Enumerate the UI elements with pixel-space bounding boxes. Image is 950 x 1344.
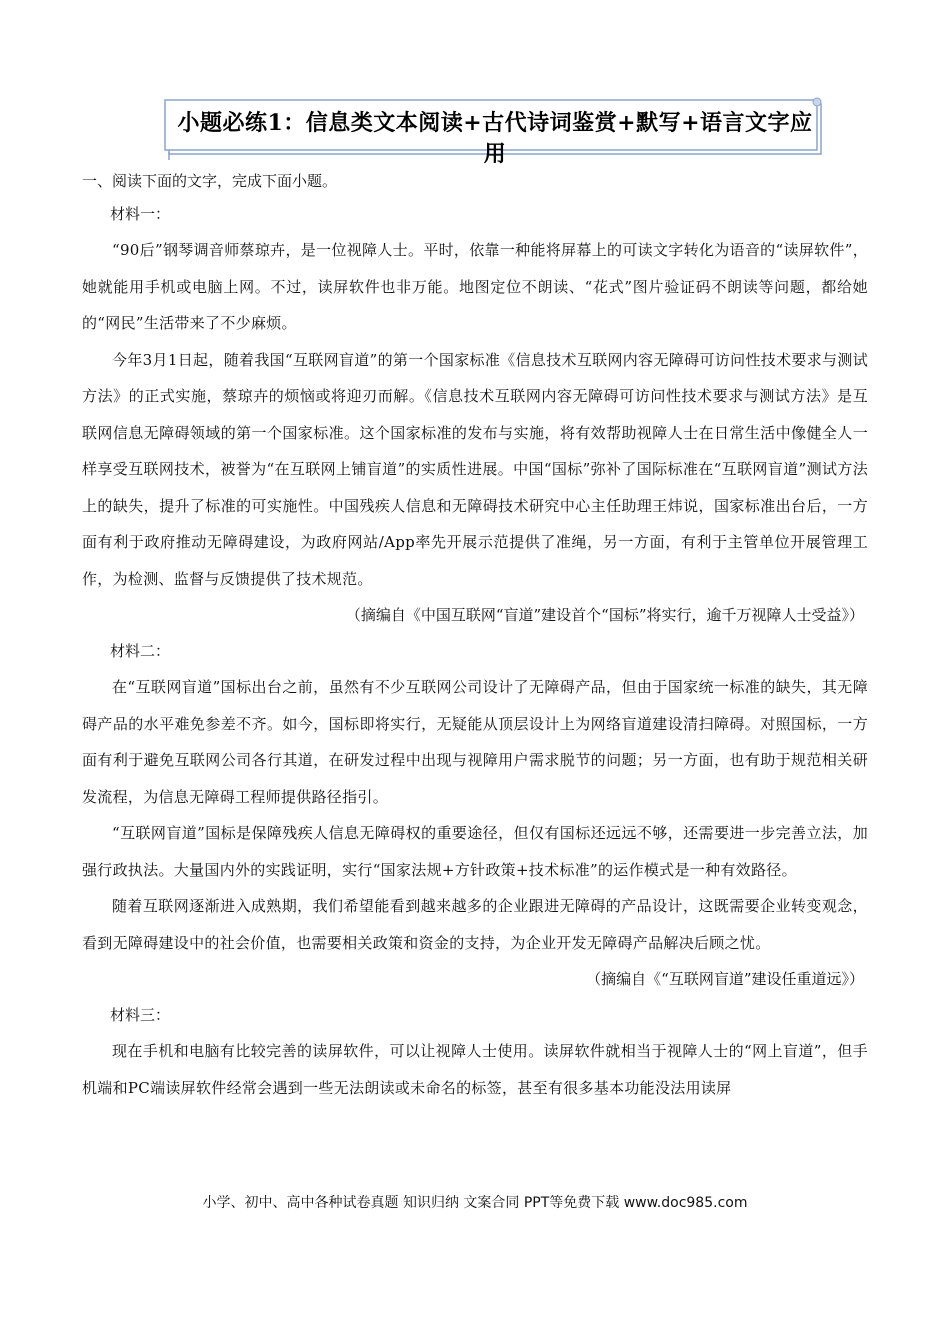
source-citation: （摘编自《“互联网盲道”建设任重道远》） (586, 970, 864, 988)
paragraph: 今年3月1日起，随着我国“互联网盲道”的第一个国家标准《信息技术互联网内容无障碍可访问性技术要求与测试方法》的正式实施，蔡琼卉的烦恼或将迎刃而解。《信息技术互联网内容无障碍可访问性技术要求与测试方法》是互联网信息无障碍领域的第一个国家标准。这个国家标准的发布与实施，将有效帮助视障人士在日常生活中像健全人一样享受互联网技术，被誉为“在互联网上铺盲道”的实质性进展。中国“国标”弥补了国际标准在“互联网盲道”测试方法上的缺失，提升了标准的可实施性。中国残疾人信息和无障碍技术研究中心主任助理王炜说，国家标准出台后，一方面有利于政府推动无障碍建设，为政府网站/App率先开展示范提供了准绳，另一方面，有利于主管单位开展管理工作，为检测、监督与反馈提供了技术规范。 (82, 350, 868, 588)
paragraph: 随着互联网逐渐进入成熟期，我们希望能看到越来越多的企业跟进无障碍的产品设计，这既需要企业转变观念，看到无障碍建设中的社会价值，也需要相关政策和资金的支持，为企业开发无障碍产品解决后顾之忧。 (82, 897, 868, 952)
page-title: 小题必练1：信息类文本阅读+古代诗词鉴赏+默写+语言文字应用 (177, 110, 813, 167)
material-label: 材料二： (110, 642, 171, 660)
paragraph: 在“互联网盲道”国标出台之前，虽然有不少互联网公司设计了无障碍产品，但由于国家统一标准的缺失，其无障碍产品的水平难免参差不齐。如今，国标即将实行，无疑能从顶层设计上为网络盲道建设清扫障碍。对照国标，一方面有利于避免互联网公司各行其道，在研发过程中出现与视障用户需求脱节的问题；另一方面，也有助于规范相关研发流程，为信息无障碍工程师提供路径指引。 (82, 678, 868, 806)
paragraph: “互联网盲道”国标是保障残疾人信息无障碍权的重要途径，但仅有国标还远远不够，还需要进一步完善立法，加强行政执法。大量国内外的实践证明，实行“国家法规+方针政策+技术标准”的运作模式是一种有效路径。 (82, 824, 868, 879)
material-label: 材料一： (110, 205, 171, 223)
page-footer: 小学、初中、高中各种试卷真题 知识归纳 文案合同 PPT等免费下载 www.doc985.com (202, 1195, 748, 1211)
material-label: 材料三： (110, 1006, 171, 1024)
paragraph: “90后”钢琴调音师蔡琼卉，是一位视障人士。平时，依靠一种能将屏幕上的可读文字转化为语音的“读屏软件”，她就能用手机或电脑上网。不过，读屏软件也非万能。地图定位不朗读、“花式”图片验证码不朗读等问题，都给她的“网民”生活带来了不少麻烦。 (82, 241, 868, 332)
source-citation: （摘编自《中国互联网“盲道”建设首个“国标”将实行，逾千万视障人士受益》） (345, 606, 864, 624)
paragraph: 现在手机和电脑有比较完善的读屏软件，可以让视障人士使用。读屏软件就相当于视障人士的“网上盲道”，但手机端和PC端读屏软件经常会遇到一些无法朗读或未命名的标签，甚至有很多基本功能没法用读屏 (82, 1042, 868, 1097)
document-body (82, 166, 868, 1106)
section-heading: 一、阅读下面的文字，完成下面小题。 (82, 172, 338, 190)
title-banner (163, 96, 823, 167)
